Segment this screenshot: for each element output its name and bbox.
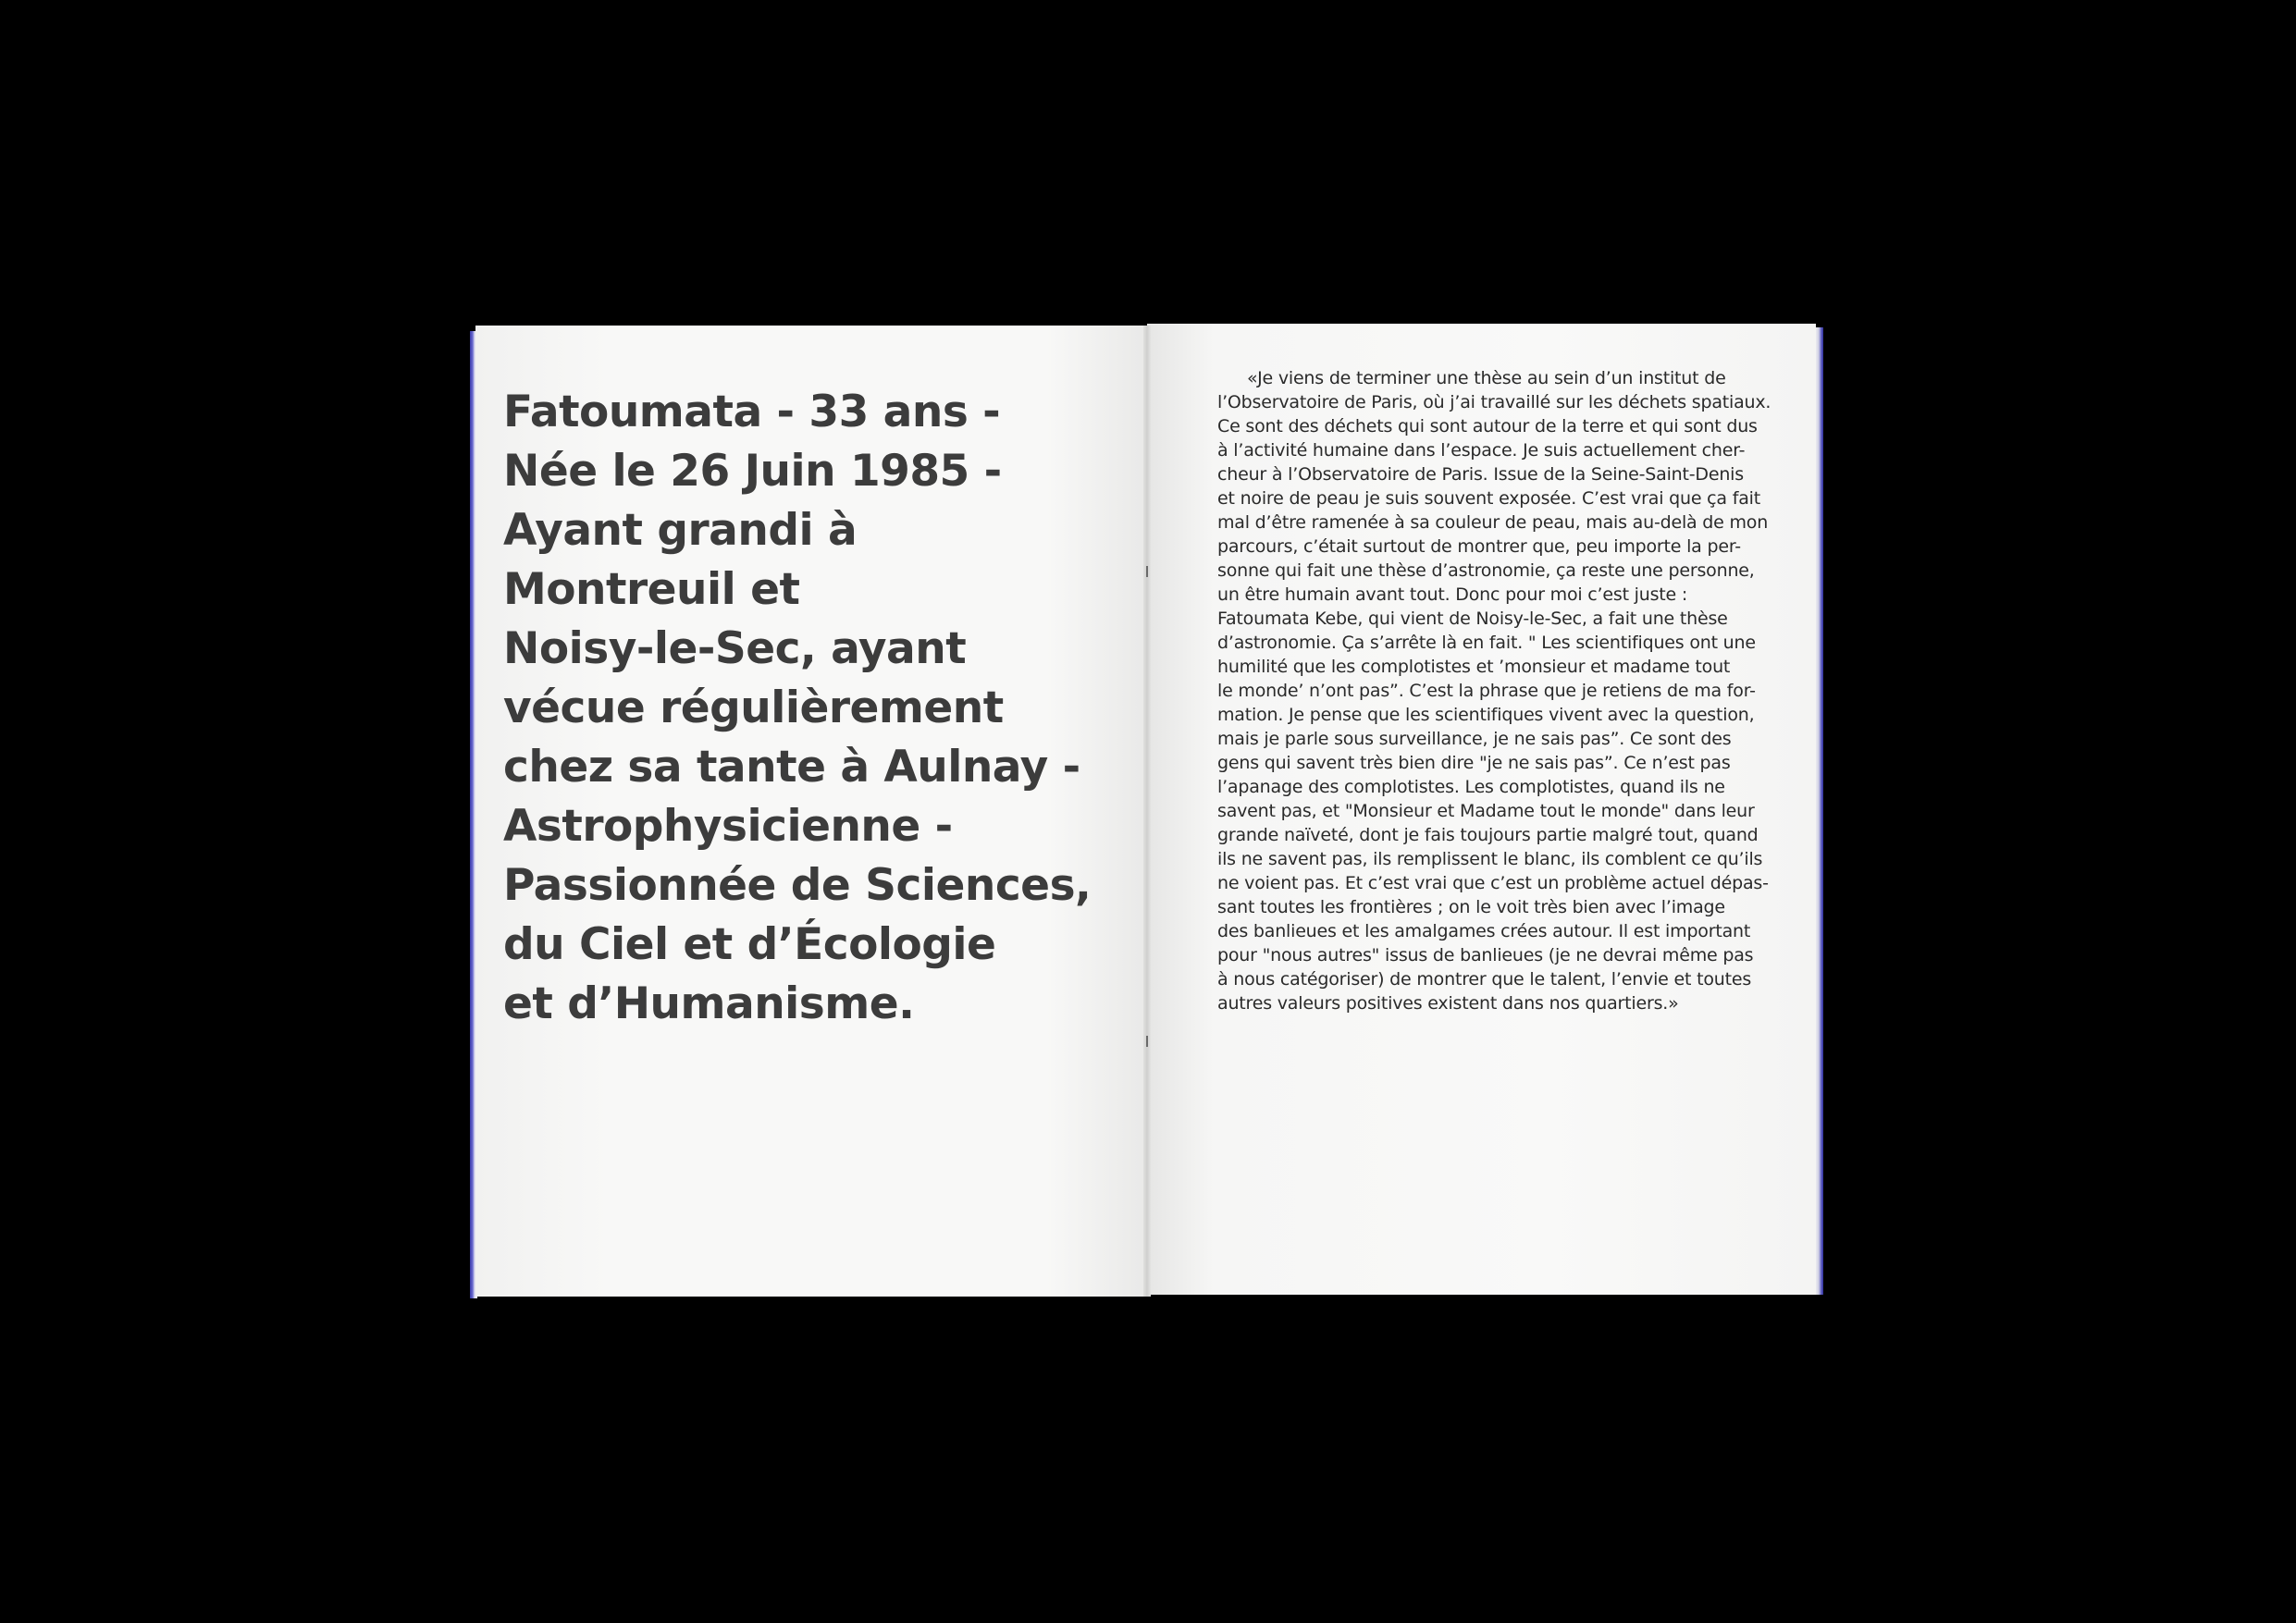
headline-line: chez sa tante à Aulnay - <box>503 742 1080 793</box>
headline-line: du Ciel et d’Écologie <box>503 919 996 970</box>
profile-headline <box>503 383 1132 1034</box>
quote-line: parcours, c’était surtout de montrer que, peu importe la per- <box>1217 536 1741 557</box>
quote-line: à nous catégoriser) de montrer que le talent, l’envie et toutes <box>1217 969 1752 990</box>
quote-line: ne voient pas. Et c’est vrai que c’est un problème actuel dépas- <box>1217 873 1769 893</box>
gutter-staple-mark <box>1146 566 1148 577</box>
quote-line: et noire de peau je suis souvent exposée. C’est vrai que ça fait <box>1217 488 1760 509</box>
quote-line: à l’activité humaine dans l’espace. Je suis actuellement cher- <box>1217 440 1746 461</box>
quote-line: l’apanage des complotistes. Les complotistes, quand ils ne <box>1217 777 1725 797</box>
right-page-edge <box>1815 327 1823 1295</box>
quote-line: sonne qui fait une thèse d’astronomie, ça reste une personne, <box>1217 560 1755 581</box>
quote-line: pour "nous autres" issus de banlieues (je ne devrai même pas <box>1217 945 1754 965</box>
quote-line: un être humain avant tout. Donc pour moi c’est juste : <box>1217 584 1688 605</box>
quote-line: «Je viens de terminer une thèse au sein d’un institut de <box>1247 368 1726 388</box>
headline-line: Née le 26 Juin 1985 - <box>503 446 1002 497</box>
quote-line: mais je parle sous surveillance, je ne sais pas”. Ce sont des <box>1217 729 1732 749</box>
headline-line: Noisy-le-Sec, ayant <box>503 623 967 674</box>
quote-line: Fatoumata Kebe, qui vient de Noisy-le-Sec, a fait une thèse <box>1217 609 1728 629</box>
book-gutter <box>1143 326 1151 1297</box>
quote-line: Ce sont des déchets qui sont autour de la terre et qui sont dus <box>1217 416 1758 436</box>
headline-line: Astrophysicienne - <box>503 801 953 852</box>
quote-line: des banlieues et les amalgames crées autour. Il est important <box>1217 921 1751 941</box>
quote-line: mal d’être ramenée à sa couleur de peau, mais au-delà de mon <box>1217 512 1769 533</box>
quote-line: le monde’ n’ont pas”. C’est la phrase que je retiens de ma for- <box>1217 681 1756 701</box>
quote-line: gens qui savent très bien dire "je ne sais pas”. Ce n’est pas <box>1217 753 1731 773</box>
quote-line: ils ne savent pas, ils remplissent le blanc, ils comblent ce qu’ils <box>1217 849 1763 869</box>
interview-quote <box>1217 366 1809 1015</box>
quote-line: cheur à l’Observatoire de Paris. Issue de la Seine-Saint-Denis <box>1217 464 1744 485</box>
headline-line: vécue régulièrement <box>503 682 1004 733</box>
headline-line: Passionnée de Sciences, <box>503 860 1092 911</box>
quote-line: autres valeurs positives existent dans nos quartiers.» <box>1217 993 1679 1014</box>
headline-line: Fatoumata - 33 ans - <box>503 387 1001 437</box>
quote-line: mation. Je pense que les scientifiques vivent avec la question, <box>1217 705 1755 725</box>
quote-line: d’astronomie. Ça s’arrête là en fait. " Les scientifiques ont une <box>1217 633 1756 653</box>
quote-line: sant toutes les frontières ; on le voit très bien avec l’image <box>1217 897 1725 917</box>
quote-line: grande naïveté, dont je fais toujours partie malgré tout, quand <box>1217 825 1759 845</box>
gutter-staple-mark <box>1146 1036 1148 1047</box>
quote-line: savent pas, et "Monsieur et Madame tout le monde" dans leur <box>1217 801 1755 821</box>
quote-line: l’Observatoire de Paris, où j’ai travaillé sur les déchets spatiaux. <box>1217 392 1771 412</box>
headline-line: Montreuil et <box>503 564 800 615</box>
quote-line: humilité que les complotistes et ’monsieur et madame tout <box>1217 657 1731 677</box>
headline-line: et d’Humanisme. <box>503 978 915 1029</box>
headline-line: Ayant grandi à <box>503 505 858 556</box>
